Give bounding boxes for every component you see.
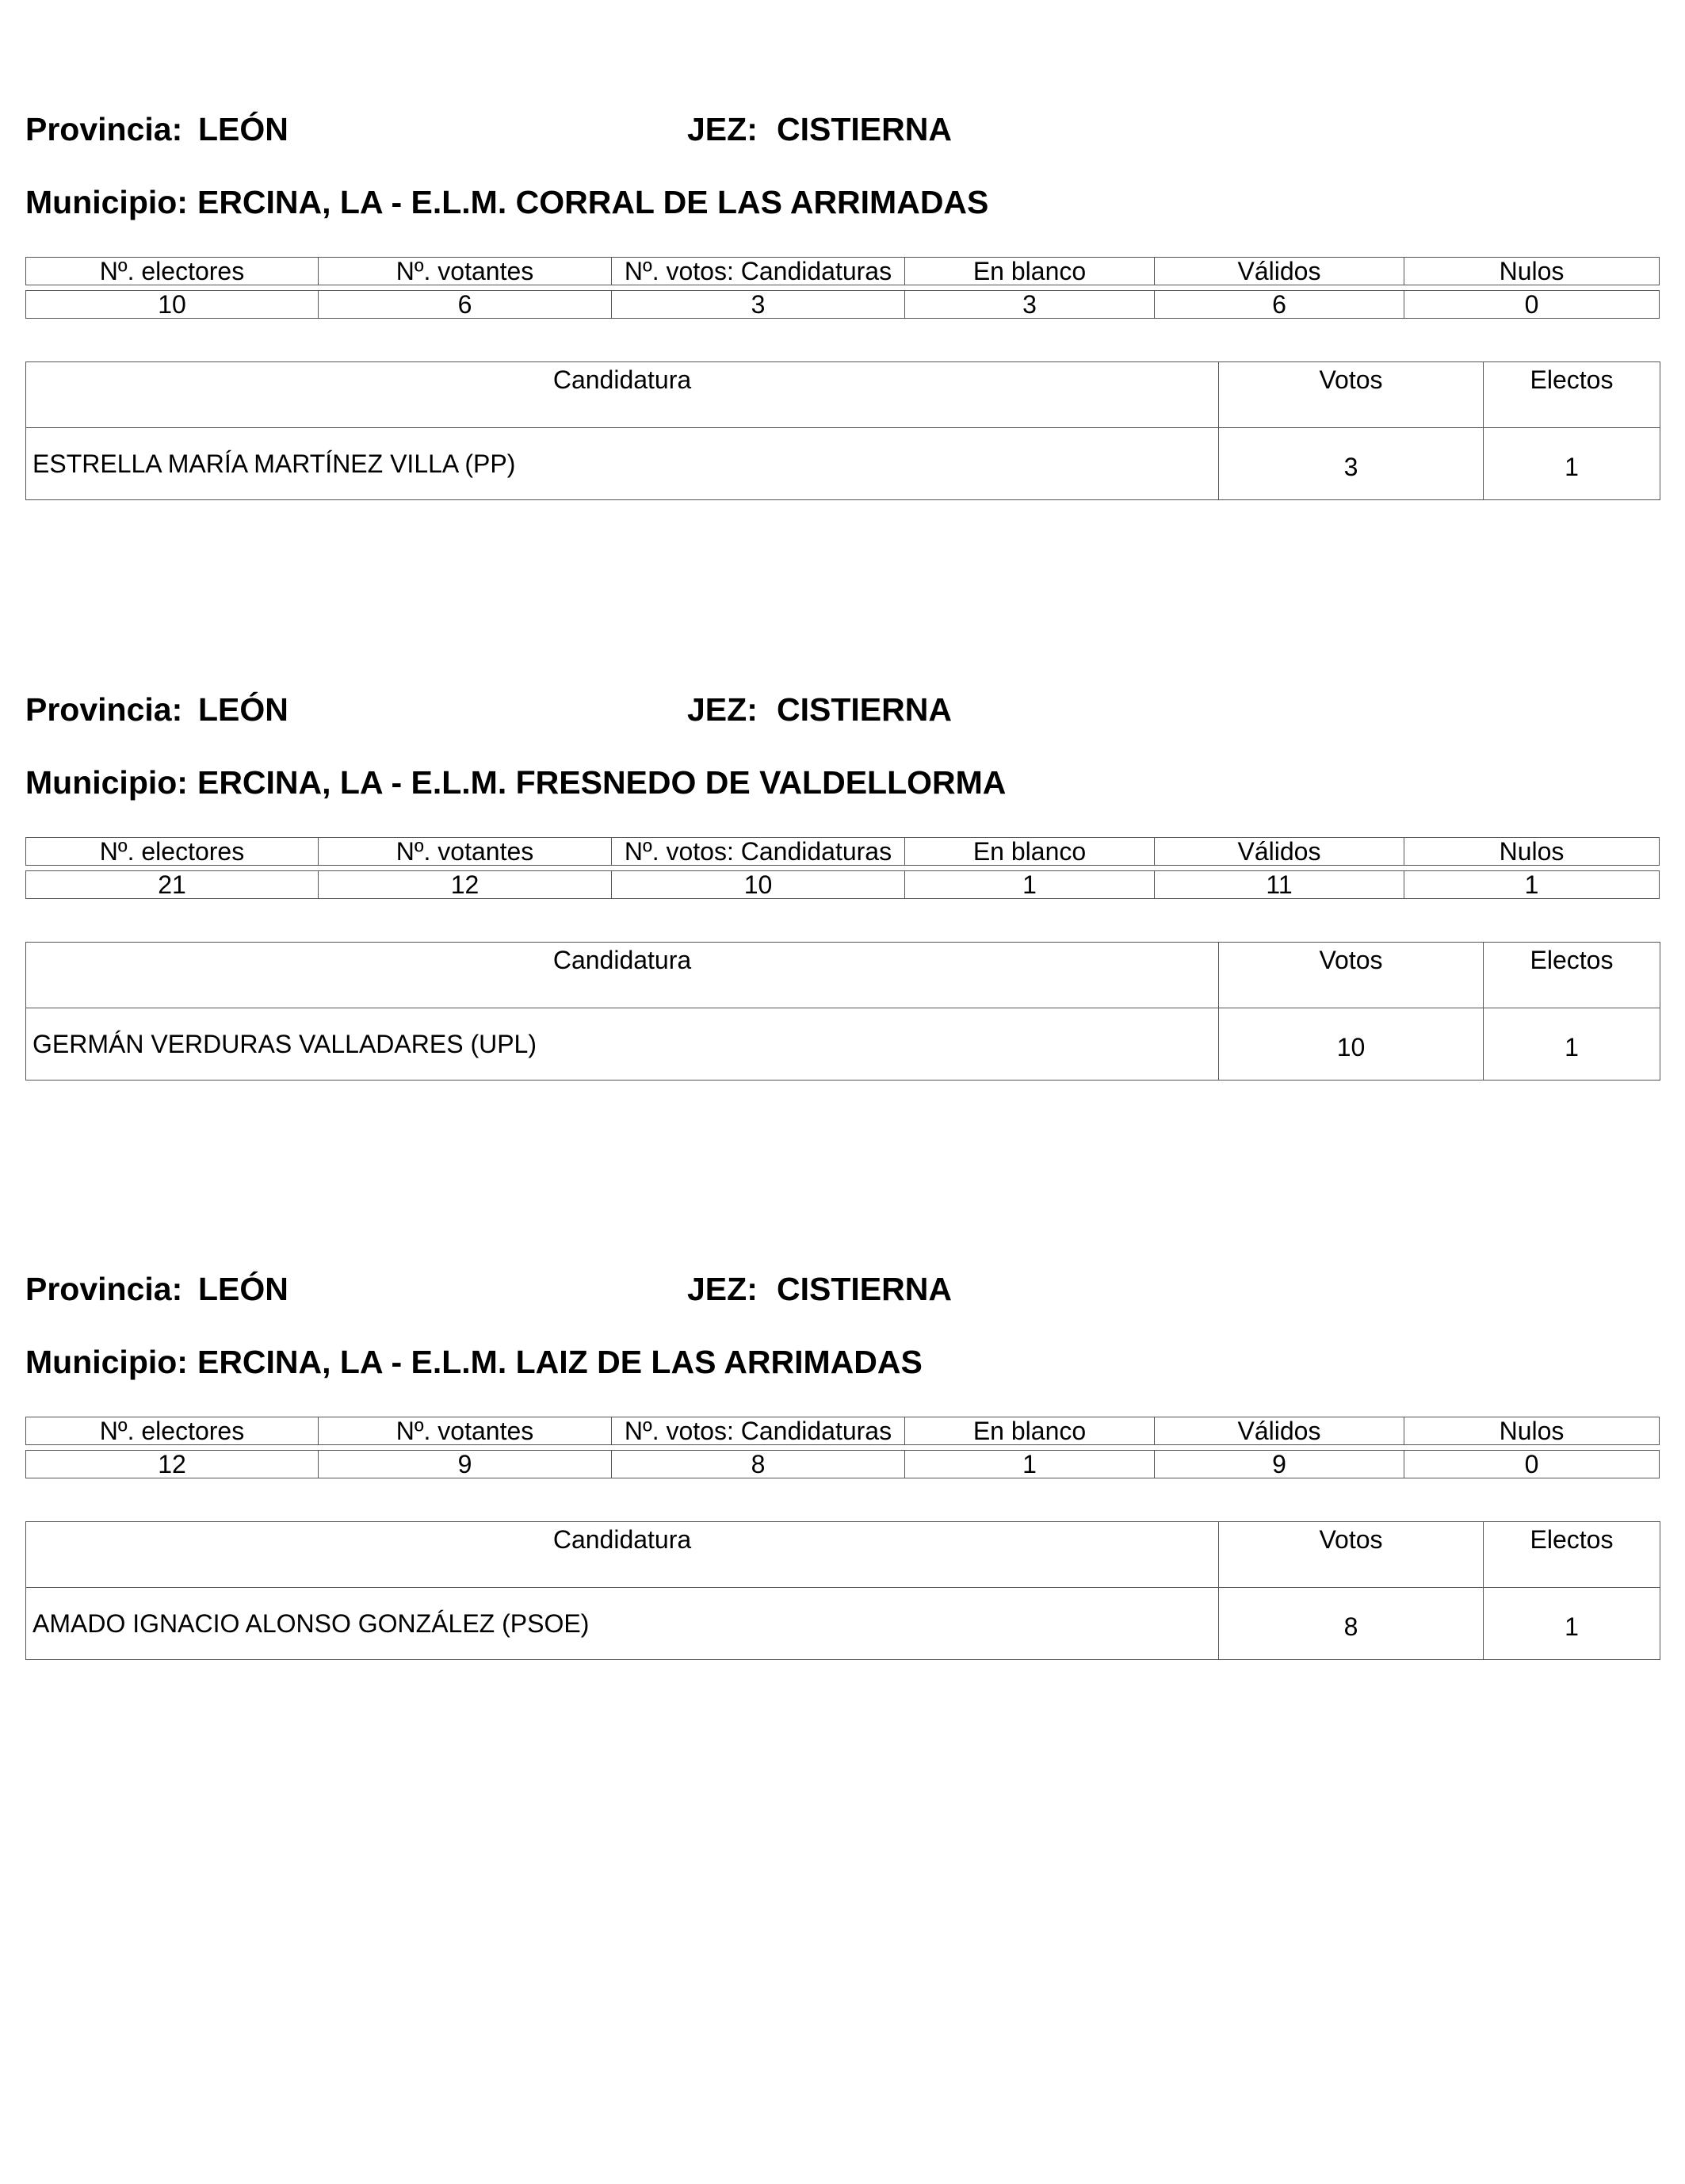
stats-value-nulos: 0 (1404, 1450, 1660, 1478)
stats-value-row (25, 870, 1660, 899)
stats-header-votos-candidaturas: Nº. votos: Candidaturas (612, 1417, 905, 1445)
municipio-value: ERCINA, LA - E.L.M. LAIZ DE LAS ARRIMADAS (197, 1344, 923, 1380)
stats-value-row (25, 290, 1660, 319)
municipio-line (25, 764, 1006, 801)
votos-header: Votos (1219, 943, 1484, 1008)
stats-header-row (25, 1417, 1660, 1445)
candidatura-header: Candidatura (26, 1522, 1219, 1588)
votos-header: Votos (1219, 1522, 1484, 1588)
stats-header-nulos: Nulos (1404, 257, 1660, 285)
stats-header-row (25, 837, 1660, 866)
stats-value-nulos: 1 (1404, 870, 1660, 899)
election-section (25, 691, 1660, 1103)
candidates-header-row (26, 362, 1660, 428)
candidate-name: ESTRELLA MARÍA MARTÍNEZ VILLA (PP) (26, 428, 1219, 500)
stats-value-nulos: 0 (1404, 290, 1660, 319)
stats-value-votos-candidaturas: 3 (612, 290, 905, 319)
jez-value: CISTIERNA (777, 691, 952, 728)
stats-header-validos: Válidos (1155, 837, 1404, 866)
stats-header-electores: Nº. electores (25, 257, 319, 285)
candidate-votos: 10 (1219, 1008, 1484, 1081)
candidates-table (25, 942, 1660, 1081)
stats-header-votos-candidaturas: Nº. votos: Candidaturas (612, 257, 905, 285)
jez-value: CISTIERNA (777, 1271, 952, 1307)
candidate-electos: 1 (1484, 428, 1660, 500)
election-section (25, 1271, 1660, 1683)
candidatura-header: Candidatura (26, 362, 1219, 428)
candidate-name: AMADO IGNACIO ALONSO GONZÁLEZ (PSOE) (26, 1588, 1219, 1660)
stats-header-en-blanco: En blanco (905, 1417, 1155, 1445)
candidates-header-row (26, 943, 1660, 1008)
candidates-table (25, 361, 1660, 500)
election-section (25, 111, 1660, 523)
candidates-header-row (26, 1522, 1660, 1588)
electos-header: Electos (1484, 1522, 1660, 1588)
header-line (25, 691, 1660, 731)
stats-header-en-blanco: En blanco (905, 837, 1155, 866)
stats-value-votos-candidaturas: 10 (612, 870, 905, 899)
stats-header-validos: Válidos (1155, 257, 1404, 285)
stats-value-electores: 12 (25, 1450, 319, 1478)
candidate-votos: 3 (1219, 428, 1484, 500)
stats-value-validos: 9 (1155, 1450, 1404, 1478)
stats-header-nulos: Nulos (1404, 837, 1660, 866)
municipio-line (25, 184, 988, 221)
candidates-table (25, 1521, 1660, 1660)
municipio-line (25, 1344, 923, 1381)
provincia-value: LEÓN (198, 111, 288, 147)
stats-table (25, 252, 1660, 323)
stats-value-validos: 11 (1155, 870, 1404, 899)
candidate-row (26, 428, 1660, 500)
stats-value-votantes: 12 (319, 870, 612, 899)
municipio-label: Municipio: (25, 764, 188, 801)
candidate-name: GERMÁN VERDURAS VALLADARES (UPL) (26, 1008, 1219, 1081)
header-line (25, 111, 1660, 151)
stats-table (25, 832, 1660, 904)
stats-header-votantes: Nº. votantes (319, 257, 612, 285)
stats-value-electores: 10 (25, 290, 319, 319)
candidate-electos: 1 (1484, 1008, 1660, 1081)
stats-value-en-blanco: 1 (905, 870, 1155, 899)
stats-value-en-blanco: 1 (905, 1450, 1155, 1478)
provincia-label: Provincia: (25, 1271, 183, 1307)
stats-value-electores: 21 (25, 870, 319, 899)
votos-header: Votos (1219, 362, 1484, 428)
stats-header-votantes: Nº. votantes (319, 1417, 612, 1445)
candidate-votos: 8 (1219, 1588, 1484, 1660)
stats-header-nulos: Nulos (1404, 1417, 1660, 1445)
municipio-value: ERCINA, LA - E.L.M. FRESNEDO DE VALDELLORMA (197, 764, 1007, 801)
electos-header: Electos (1484, 943, 1660, 1008)
stats-value-validos: 6 (1155, 290, 1404, 319)
jez-label: JEZ: (687, 691, 758, 728)
candidate-row (26, 1588, 1660, 1660)
candidate-electos: 1 (1484, 1588, 1660, 1660)
stats-value-votantes: 9 (319, 1450, 612, 1478)
provincia-value: LEÓN (198, 691, 288, 728)
jez-value: CISTIERNA (777, 111, 952, 147)
stats-header-row (25, 257, 1660, 285)
electos-header: Electos (1484, 362, 1660, 428)
stats-header-en-blanco: En blanco (905, 257, 1155, 285)
header-line (25, 1271, 1660, 1310)
municipio-label: Municipio: (25, 184, 188, 220)
candidatura-header: Candidatura (26, 943, 1219, 1008)
jez-label: JEZ: (687, 1271, 758, 1307)
municipio-value: ERCINA, LA - E.L.M. CORRAL DE LAS ARRIMADAS (197, 184, 989, 220)
stats-table (25, 1412, 1660, 1483)
stats-header-electores: Nº. electores (25, 1417, 319, 1445)
stats-header-electores: Nº. electores (25, 837, 319, 866)
stats-header-votos-candidaturas: Nº. votos: Candidaturas (612, 837, 905, 866)
stats-value-en-blanco: 3 (905, 290, 1155, 319)
stats-header-validos: Válidos (1155, 1417, 1404, 1445)
stats-value-votantes: 6 (319, 290, 612, 319)
stats-value-votos-candidaturas: 8 (612, 1450, 905, 1478)
provincia-label: Provincia: (25, 111, 183, 147)
stats-header-votantes: Nº. votantes (319, 837, 612, 866)
candidate-row (26, 1008, 1660, 1081)
provincia-value: LEÓN (198, 1271, 288, 1307)
municipio-label: Municipio: (25, 1344, 188, 1380)
provincia-label: Provincia: (25, 691, 183, 728)
stats-value-row (25, 1450, 1660, 1478)
jez-label: JEZ: (687, 111, 758, 147)
